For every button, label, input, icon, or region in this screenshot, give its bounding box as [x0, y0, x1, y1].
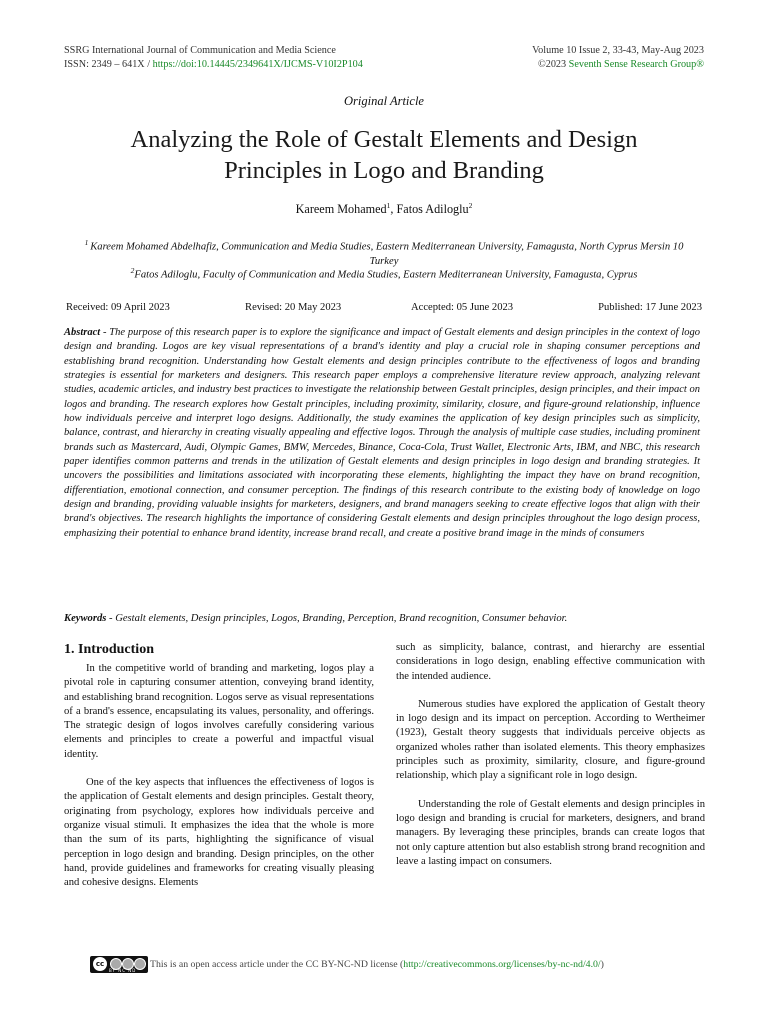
paragraph: Understanding the role of Gestalt elements and design principles in logo design and branding is crucial for marketers, designers, and brand managers. By leveraging these principles, brands can create logos that not only capture attention but also establish strong brand recognition and leave a lasting impact on consumers. — [396, 798, 705, 867]
license-link[interactable]: http://creativecommons.org/licenses/by-nc-nd/4.0/ — [403, 958, 601, 970]
affiliation-text: Fatos Adiloglu, Faculty of Communication and Media Studies, Eastern Mediterranean University, Famagusta, Cyprus — [134, 269, 638, 281]
doi-link[interactable]: https://doi:10.14445/2349641X/IJCMS-V10I2P104 — [152, 59, 363, 70]
keywords-label: Keywords — [64, 613, 107, 624]
affiliation-mark: 1 — [84, 238, 91, 247]
revised-date: Revised: 20 May 2023 — [245, 302, 342, 313]
author-name: Fatos Adiloglu — [396, 202, 469, 217]
received-date: Received: 09 April 2023 — [66, 302, 170, 313]
issn-line — [64, 58, 363, 72]
abstract — [64, 326, 700, 541]
running-header-left — [64, 44, 363, 72]
column-right — [396, 641, 705, 869]
cc-icon: cc — [93, 957, 107, 971]
license-footer — [90, 956, 604, 973]
paragraph: Numerous studies have explored the application of Gestalt theory in logo design and its impact on perception. According to Wertheimer (1923), Gestalt theory suggests that individuals perceive objects as organized wholes rather than isolated elements. This theory emphasizes principles such as proximity, similarity, closure, and figure-ground relationship, which play a significant role in logo design. — [396, 698, 705, 782]
author-name: Kareem Mohamed — [295, 202, 387, 217]
abstract-label: Abstract — [64, 327, 101, 338]
author-separator: , — [390, 202, 397, 217]
running-header-right — [532, 44, 704, 72]
column-left — [64, 641, 374, 890]
affiliation-2 — [70, 264, 698, 283]
license-close: ) — [600, 958, 604, 970]
paper-title: Analyzing the Role of Gestalt Elements and Design Principles in Logo and Branding — [130, 126, 638, 184]
copyright-line — [532, 58, 704, 72]
affiliation-text: Kareem Mohamed Abdelhafiz, Communication and Media Studies, Eastern Mediterranean University, Famagusta, North Cyprus Mersin 10 Turkey — [90, 241, 684, 268]
journal-name: SSRG International Journal of Communication and Media Science — [64, 45, 336, 56]
copyright: ©2023 — [537, 59, 569, 70]
issn: ISSN: 2349 – 641X / — [64, 59, 153, 70]
paragraph: such as simplicity, balance, contrast, and hierarchy are essential considerations in logo design, enabling effective communication with the intended audience. — [396, 642, 705, 682]
paragraph: In the competitive world of branding and marketing, logos play a pivotal role in capturing consumer attention, conveying brand identity, and establishing brand recognition. Logos serve as visual representations of a brand's essence, encapsulating its values, personality, and offerings. The strategic design of logos involves carefully considering various elements and principles to create a powerful and impactful visual identity. — [64, 663, 374, 760]
license-text: This is an open access article under the CC BY-NC-ND license ( — [150, 958, 404, 970]
cc-license-icon — [90, 956, 148, 973]
keywords — [64, 613, 704, 624]
keywords-text: - Gestalt elements, Design principles, Logos, Branding, Perception, Brand recognition, Consumer behavior. — [106, 613, 568, 624]
accepted-date: Accepted: 05 June 2023 — [411, 302, 514, 313]
publisher-name: Seventh Sense Research Group® — [568, 59, 704, 70]
section-heading: 1. Introduction — [64, 642, 154, 657]
article-type: Original Article — [344, 94, 424, 108]
author-affiliation-mark: 1 — [386, 201, 391, 210]
author-list — [0, 201, 768, 217]
affiliation-mark: 2 — [130, 266, 135, 275]
volume-info: Volume 10 Issue 2, 33-43, May-Aug 2023 — [532, 45, 704, 56]
published-date: Published: 17 June 2023 — [598, 302, 702, 313]
cc-badge-label: BY NC ND — [109, 968, 137, 973]
paragraph: One of the key aspects that influences the effectiveness of logos is the application of Gestalt elements and design principles. Gestalt theory, originating from psychology, explores how individuals perceive and organize visual stimuli. It emphasizes the idea that the whole is more than the sum of its parts, highlighting the significance of visual perception in logo design and branding. Design principles, on the other hand, provide guidelines and frameworks for creating visually pleasing and cohesive designs. Elements — [64, 777, 374, 889]
abstract-text: - The purpose of this research paper is to explore the significance and impact of Gestalt elements and design principles in the context of logo design and branding. Logos are key visual representations of a brand's identity and play a crucial role in shaping consumer perceptions and establishing brand recognition. Understanding how Gestalt elements and design principles contribute to the effectiveness of logos and branding strategies is essential for marketers and designers. This research paper employs a comprehensive literature review approach, analyzing relevant studies, academic articles, and industry best practices to investigate the relationship between Gestalt principles, design principles, and their impact on logos and branding. The research explores how Gestalt principles, including proximity, similarity, closure, and figure-ground relationship, influence how individuals perceive and interpret logo designs. Additionally, the study examines the application of key design principles such as simplicity, balance, contrast, and hierarchy in creating visually appealing and effective logos. Through the analysis of multiple case studies, including prominent brands such as Mastercard, Audi, Olympic Games, BMW, Mercedes, Binance, Coca-Cola, Trust Wallet, Electronic Arts, IBM, and NBC, this research paper identifies common patterns and trends in the utilization of Gestalt elements and design principles in logo design and branding strategies. It uncovers the possibilities and limitations associated with incorporating these elements, highlighting the impact they have on brand recognition, differentiation, emotional connection, and consumer perception. The findings of this research contribute to the existing body of knowledge on logo design and branding, providing valuable insights for marketers, designers, and brand managers seeking to create effective logos that align with their brand's objectives. The research highlights the importance of considering Gestalt elements and design principles throughout the logo design process, emphasizing their potential to enhance brand identity, increase brand recall, and create a positive brand image in the minds of consumers — [64, 327, 700, 539]
author-affiliation-mark: 2 — [468, 201, 473, 210]
